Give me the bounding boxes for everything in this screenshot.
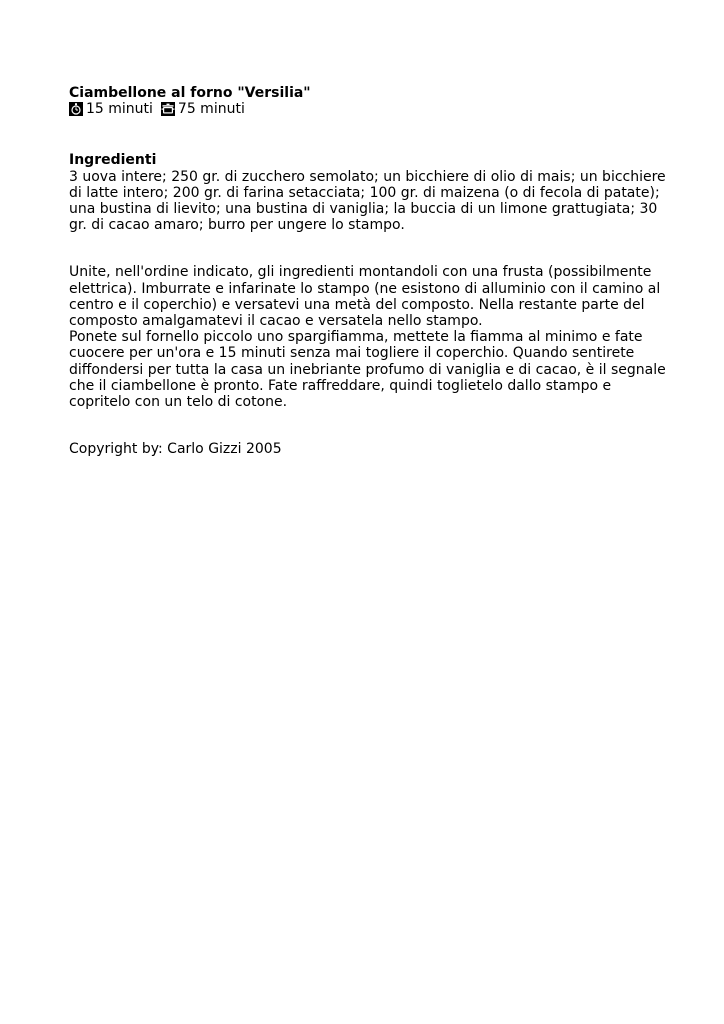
copyright-text: Copyright by: Carlo Gizzi 2005 [69,441,282,458]
stopwatch-icon [69,102,83,116]
ingredients-heading: Ingredienti [69,152,157,169]
ingredients-text: 3 uova intere; 250 gr. di zucchero semolato; un bicchiere di olio di mais; un bicchiere di latte intero; 200 gr. di farina setacciata; 100 gr. di maizena (o di fecola di patate); una bustina di lievito; una bustina di vaniglia; la buccia di un limone grattugiata; 30 gr. di cacao amaro; burro per ungere lo stampo. [69,168,666,234]
method-paragraph-2: Ponete sul fornello piccolo uno spargifiamma, mettete la fiamma al minimo e fate cuocere per un'ora e 15 minuti senza mai togliere il coperchio. Quando sentirete diffondersi per tutta la casa un inebriante profumo di vaniglia e di cacao, è il segnale che il ciambellone è pronto. Fate raffreddare, quindi toglietelo dallo stampo e copritelo con un telo di cotone. [69,329,666,411]
method-paragraph-1: Unite, nell'ordine indicato, gli ingredienti montandoli con una frusta (possibilmente elettrica). Imburrate e infarinate lo stampo (ne esistono di alluminio con il camino al centro e il coperchio) e versatevi una metà del composto. Nella restante parte del composto amalgamatevi il cacao e versatela nello stampo. [69,264,661,330]
prep-time [69,101,153,117]
recipe-title: Ciambellone al forno "Versilia" [69,85,311,101]
prep-time-label: 15 minuti [86,101,153,118]
cook-time-label: 75 minuti [177,101,245,118]
recipe-times [69,101,669,117]
recipe-page [69,85,669,457]
pot-icon [161,102,175,116]
cook-time [161,101,245,117]
